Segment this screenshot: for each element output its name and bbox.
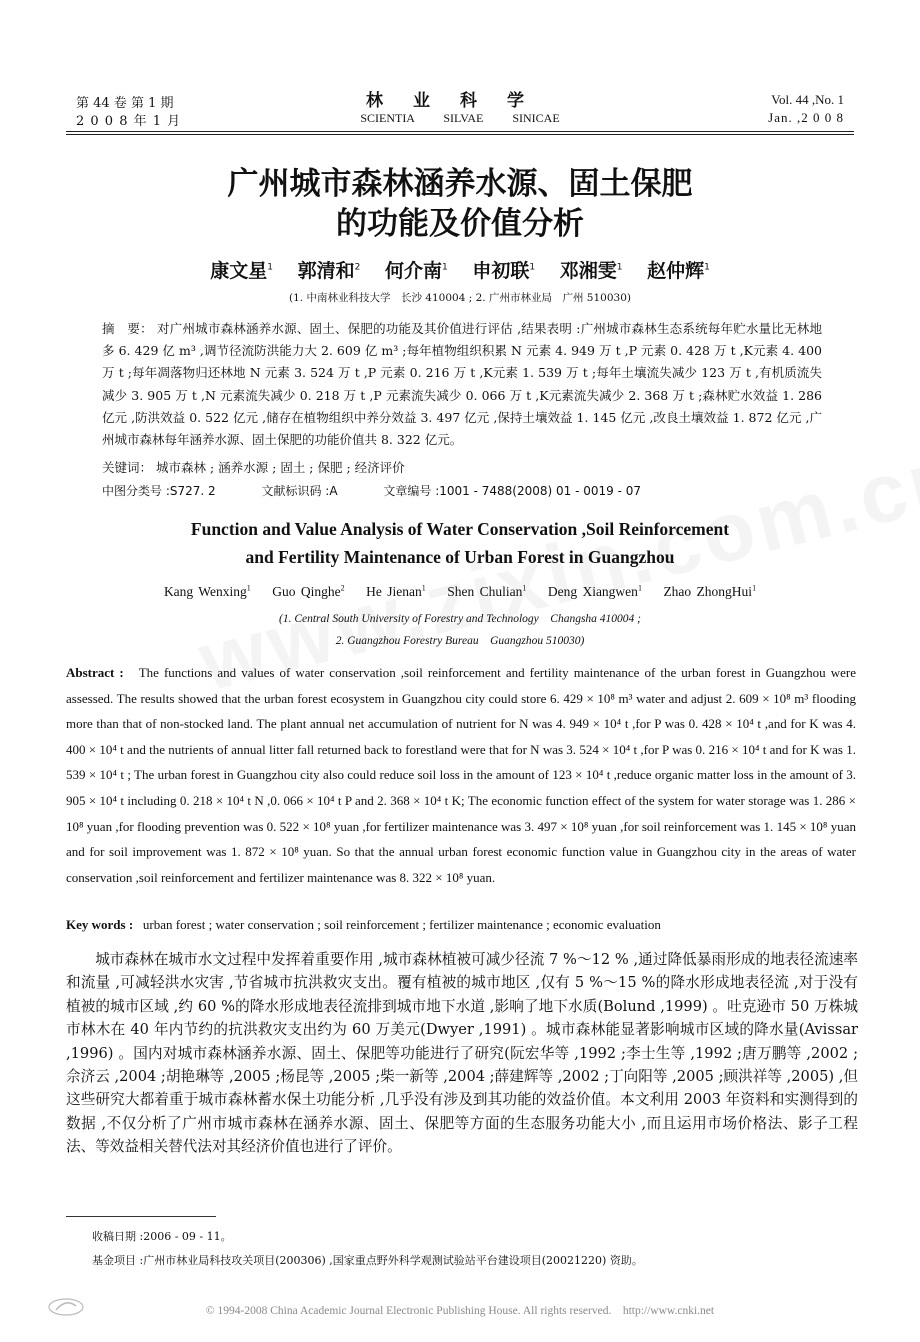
keywords-en <box>66 917 661 933</box>
footnote-received: 收稿日期 :2006 - 09 - 11。 <box>92 1230 232 1243</box>
abstract-en <box>66 660 856 890</box>
body-paragraph: 城市森林在城市水文过程中发挥着重要作用 ,城市森林植被可减少径流 7 %～12 % ,通过降低暴雨形成的地表径流速率和流量 ,可减轻洪水灾害 ,节省城市抗洪救灾支出。覆有植被的城市地区 ,仅有 5 %～15 %的降水形成地表径流 ,对于没有植被的城市区域 ,约 60 %的降水形成地表径流排到城市地下水道 ,影响了地下水质(Bolund ,1999) 。吐克逊市 50 万株城市林木在 40 年内节约的抗洪救灾支出约为 60 万美元(Dwyer ,1991) 。城市森林能显著影响城市区域的降水量(Avissar ,1996) 。国内对城市森林涵养水源、固土、保肥等功能进行了研究(阮宏华等 ,1992 ;李士生等 ,1992 ;唐万鹏等 ,2002 ;佘济云 ,2004 ;胡艳琳等 ,2005 ;杨昆等 ,2005 ;柴一新等 ,2004 ;薛建辉等 ,2002 ;丁向阳等 ,2005 ;顾洪祥等 ,2005) ,但这些研究大都着重于城市森林蓄水保土功能分析 ,几乎没有涉及到其功能的效益价值。本文利用 2003 年资料和实测得到的数据 ,不仅分析了广州市城市森林在涵养水源、固土、保肥等方面的生态服务功能大小 ,而且运用市场价格法、影子工程法、等效益相关替代法对其经济价值也进行了评价。 <box>66 951 858 1156</box>
author-cn: 康文星$^1$ <box>210 260 273 282</box>
author-cn: 郭清和$^2$ <box>297 260 361 282</box>
title-cn-line1: 广州城市森林涵养水源、固土保肥 <box>227 166 693 202</box>
header-rule-thin <box>66 134 854 135</box>
journal-title-en: SCIENTIA SILVAE SINICAE <box>360 111 560 125</box>
copyright-footer: © 1994-2008 China Academic Journal Electronic Publishing House. All rights reserved. http://www.cnki.net <box>205 1305 715 1317</box>
author-cn: 申初联$^1$ <box>472 260 536 282</box>
author-en: Kang Wenxing$^1$ <box>163 583 251 599</box>
footnote-rule <box>66 1216 216 1217</box>
keywords-cn-label: 关键词： <box>102 460 153 475</box>
volume-issue-cn: 第 44 卷 第 1 期 <box>76 96 174 111</box>
keywords-cn <box>102 458 405 476</box>
classification-line <box>102 482 683 499</box>
document-code: 文献标识码 :A <box>261 484 338 498</box>
author-cn: 赵仲辉$^1$ <box>647 260 710 282</box>
abstract-cn <box>102 318 822 451</box>
keywords-en-text: urban forest ; water conservation ; soil reinforcement ; fertilizer maintenance ; economic evaluation <box>142 917 661 932</box>
affiliation-en-line1: (1. Central South University of Forestry and Technology Changsha 410004 ; <box>278 613 641 625</box>
article-number: 文章编号 :1001 - 7488(2008) 01 - 0019 - 07 <box>383 484 641 498</box>
author-en: Zhao ZhongHui$^1$ <box>663 583 757 599</box>
abstract-en-label: Abstract : <box>66 665 124 680</box>
abstract-cn-text: 对广州城市森林涵养水源、固土、保肥的功能及其价值进行评估 ,结果表明 :广州城市森林生态系统每年贮水量比无林地多 6. 429 亿 m³ ,调节径流防洪能力大 2. 609 亿 m³ ;每年植物组织积累 N 元素 4. 949 万 t ,P 元素 0. 428 万 t ,K元素 4. 400 万 t ;每年凋落物归还林地 N 元素 3. 524 万 t ,P 元素 0. 216 万 t ,K元素 1. 539 万 t ;每年土壤流失减少 123 万 t ,有机质流失减少 3. 905 万 t ,N 元素流失减少 0. 218 万 t ,P 元素流失减少 0. 066 万 t ,K元素流失减少 2. 368 万 t ;森林贮水效益 1. 286 亿元 ,防洪效益 0. 522 亿元 ,储存在植物组织中养分效益 3. 497 亿元 ,保持土壤效益 1. 145 亿元 ,改良土壤效益 1. 872 亿元 ,广州城市森林每年涵养水源、固土保肥的功能价值共 8. 322 亿元。 <box>102 321 822 448</box>
affiliation-en-line2: 2. Guangzhou Forestry Bureau Guangzhou 510030) <box>335 635 585 647</box>
abstract-cn-label: 摘 要： <box>102 321 153 336</box>
journal-title-cn: 林业科学 <box>366 91 554 111</box>
author-cn: 何介南$^1$ <box>384 260 448 282</box>
footnote-funding: 基金项目 :广州市林业局科技攻关项目(200306) ,国家重点野外科学观测试验站平台建设项目(20021220) 资助。 <box>92 1254 643 1267</box>
author-en: He Jienan$^1$ <box>366 583 426 599</box>
header-rule <box>66 131 854 132</box>
author-en: Guo Qinghe$^2$ <box>272 583 345 599</box>
date-cn: 2 0 0 8 年 1 月 <box>76 114 182 129</box>
title-en-line2: and Fertility Maintenance of Urban Forest in Guangzhou <box>245 547 675 567</box>
affiliation-cn: (1. 中南林业科技大学 长沙 410004 ; 2. 广州市林业局 广州 510030) <box>289 292 631 304</box>
abstract-en-text: The functions and values of water conservation ,soil reinforcement and fertility maintenance of the urban forest in Guangzhou were assessed. The results showed that the urban forest ecosystem in Guangzhou city could store 6. 429 × 10⁸ m³ water and adjust 2. 609 × 10⁸ m³ flooding more than that of non-stocked land. The plant annual net accumulation of nutrient for N was 4. 949 × 10⁴ t ,for P was 0. 428 × 10⁴ t ,and for K was 4. 400 × 10⁴ t and the nutrients of annual litter fall returned back to forestland were that for N was 3. 524 × 10⁴ t ,for P was 0. 216 × 10⁴ t and for K was 1. 539 × 10⁴ t ; The urban forest in Guangzhou city also could reduce soil loss in the amount of 123 × 10⁴ t ,reduce organic matter loss in the amount of 3. 905 × 10⁴ t including 0. 218 × 10⁴ t N ,0. 066 × 10⁴ t P and 2. 368 × 10⁴ t K; The economic function effect of the system for water storage was 1. 286 × 10⁸ yuan ,for flooding prevention was 0. 522 × 10⁸ yuan ,for fertilizer maintenance was 3. 497 × 10⁸ yuan ,for soil reinforcement was 1. 145 × 10⁸ yuan and for soil improvement was 1. 872 × 10⁸ yuan. So that the annual urban forest economic function value in Guangzhou city in the areas of water conservation ,soil reinforcement and fertilizer maintenance was 8. 322 × 10⁸ yuan. <box>66 665 856 885</box>
authors-cn <box>0 256 920 283</box>
title-cn-line2: 的功能及价值分析 <box>336 206 584 242</box>
author-en: Shen Chulian$^1$ <box>447 583 527 599</box>
clc-number: 中图分类号 :S727. 2 <box>102 484 216 498</box>
volume-issue-en: Vol. 44 ,No. 1 <box>771 92 844 107</box>
date-en: Jan. ,2 0 0 8 <box>768 110 844 125</box>
keywords-en-label: Key words : <box>66 917 134 932</box>
author-cn: 邓湘雯$^1$ <box>559 260 623 282</box>
authors-en <box>0 583 920 600</box>
author-en: Deng Xiangwen$^1$ <box>547 583 642 599</box>
title-en-line1: Function and Value Analysis of Water Conservation ,Soil Reinforcement <box>190 519 730 539</box>
keywords-cn-text: 城市森林 ; 涵养水源 ; 固土 ; 保肥 ; 经济评价 <box>156 460 405 475</box>
